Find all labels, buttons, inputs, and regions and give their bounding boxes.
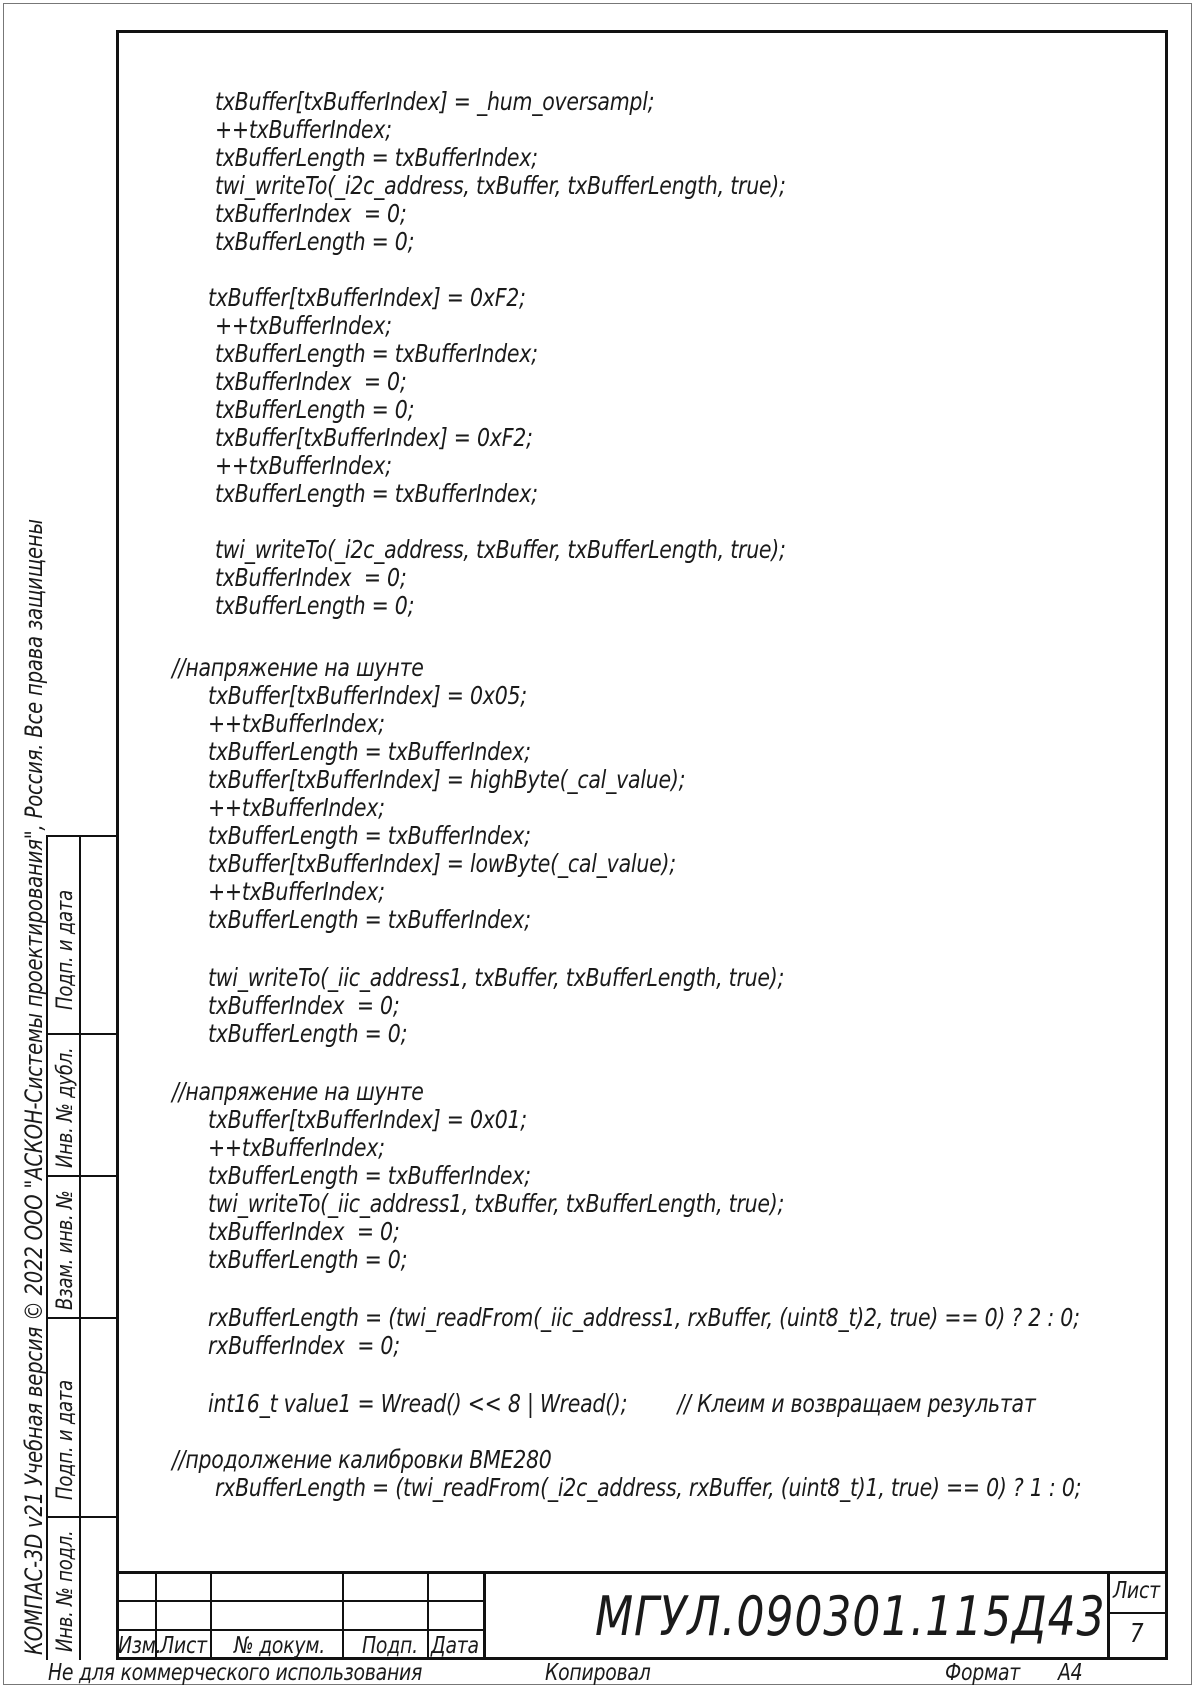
title-col-list: Лист (160, 1633, 207, 1659)
code-line: twi_writeTo(_iic_address1, txBuffer, txBufferLength, true); (208, 963, 785, 992)
code-line: rxBufferLength = (twi_readFrom(_iic_address1, rxBuffer, (uint8_t)2, true) == 0) ? 2 : 0; (208, 1303, 1080, 1332)
margin-label-inv-dubl: Инв. № дубл. (53, 1047, 78, 1168)
title-col-data: Дата (431, 1633, 479, 1659)
margin-row-line (46, 835, 118, 837)
code-line: txBufferLength = 0; (208, 1019, 408, 1048)
margin-col-mid-line (79, 835, 81, 1660)
code-line: ++txBufferIndex; (208, 793, 385, 822)
code-line: twi_writeTo(_i2c_address, txBuffer, txBufferLength, true); (215, 535, 786, 564)
document-code: МГУЛ.090301.115Д43 (595, 1585, 1106, 1648)
code-line: txBufferLength = 0; (215, 591, 415, 620)
sheet-number: 7 (1130, 1619, 1144, 1649)
footer-format-label: Формат (945, 1660, 1021, 1686)
sheet-label: Лист (1113, 1578, 1160, 1604)
title-col-podp: Подп. (362, 1633, 418, 1659)
code-comment: //напряжение на шунте (172, 653, 424, 682)
title-col-izm: Изм. (118, 1633, 162, 1659)
margin-label-podp-data-2: Подп. и дата (53, 890, 78, 1010)
title-col-docum: № докум. (234, 1633, 326, 1659)
code-line: txBufferLength = txBufferIndex; (208, 821, 531, 850)
code-line: txBufferLength = txBufferIndex; (215, 143, 538, 172)
code-line: ++txBufferIndex; (208, 877, 385, 906)
code-line: txBufferLength = 0; (215, 227, 415, 256)
code-line: ++txBufferIndex; (208, 709, 385, 738)
code-line: twi_writeTo(_i2c_address, txBuffer, txBufferLength, true); (215, 171, 786, 200)
margin-row-line (46, 1516, 118, 1518)
code-line: txBuffer[txBufferIndex] = 0xF2; (208, 283, 526, 312)
code-line: ++txBufferIndex; (215, 451, 392, 480)
code-line: txBufferIndex = 0; (215, 199, 407, 228)
code-comment: //продолжение калибровки BME280 (172, 1445, 552, 1474)
code-line: ++txBufferIndex; (215, 311, 392, 340)
code-line: txBufferLength = txBufferIndex; (208, 737, 531, 766)
code-line: txBuffer[txBufferIndex] = 0x01; (208, 1105, 527, 1134)
code-line: txBuffer[txBufferIndex] = _hum_oversampl; (215, 87, 655, 116)
code-line: twi_writeTo(_iic_address1, txBuffer, txBufferLength, true); (208, 1189, 785, 1218)
footer-format-value: A4 (1058, 1660, 1083, 1686)
code-line: txBuffer[txBufferIndex] = highByte(_cal_value); (208, 765, 686, 794)
code-line: txBufferLength = txBufferIndex; (215, 339, 538, 368)
margin-row-line (46, 1033, 118, 1035)
code-line: rxBufferIndex = 0; (208, 1331, 400, 1360)
footer-note: Не для коммерческого использования (48, 1660, 423, 1686)
code-line: int16_t value1 = Wread() << 8 | Wread(); // Клеим и возвращаем результат (208, 1389, 1036, 1418)
code-line: rxBufferLength = (twi_readFrom(_i2c_address, rxBuffer, (uint8_t)1, true) == 0) ? 1 : 0; (215, 1473, 1082, 1502)
margin-row-line (46, 1175, 118, 1177)
code-line: txBuffer[txBufferIndex] = lowByte(_cal_value); (208, 849, 676, 878)
code-line: txBuffer[txBufferIndex] = 0x05; (208, 681, 527, 710)
code-line: txBufferLength = txBufferIndex; (208, 1161, 531, 1190)
code-comment: //напряжение на шунте (172, 1077, 424, 1106)
code-line: txBuffer[txBufferIndex] = 0xF2; (215, 423, 533, 452)
footer-copied: Копировал (545, 1660, 651, 1686)
code-line: txBufferIndex = 0; (215, 367, 407, 396)
margin-label-vzam-inv: Взам. инв. № (53, 1190, 78, 1310)
copyright-text: КОМПАС-3D v21 Учебная версия © 2022 ООО "АСКОН-Системы проектирования", Россия. Все права защищены (20, 519, 48, 1655)
margin-label-podp-data: Подп. и дата (53, 1380, 78, 1500)
code-line: txBufferIndex = 0; (208, 1217, 400, 1246)
code-line: txBufferLength = 0; (215, 395, 415, 424)
code-line: ++txBufferIndex; (215, 115, 392, 144)
code-line: ++txBufferIndex; (208, 1133, 385, 1162)
code-line: txBufferLength = txBufferIndex; (215, 479, 538, 508)
margin-row-line (46, 1317, 118, 1319)
code-line: txBufferIndex = 0; (208, 991, 400, 1020)
margin-col-right-line (116, 835, 119, 1660)
margin-label-inv-podl: Инв. № подл. (53, 1530, 78, 1652)
code-line: txBufferLength = 0; (208, 1245, 408, 1274)
code-line: txBufferLength = txBufferIndex; (208, 905, 531, 934)
code-line: txBufferIndex = 0; (215, 563, 407, 592)
